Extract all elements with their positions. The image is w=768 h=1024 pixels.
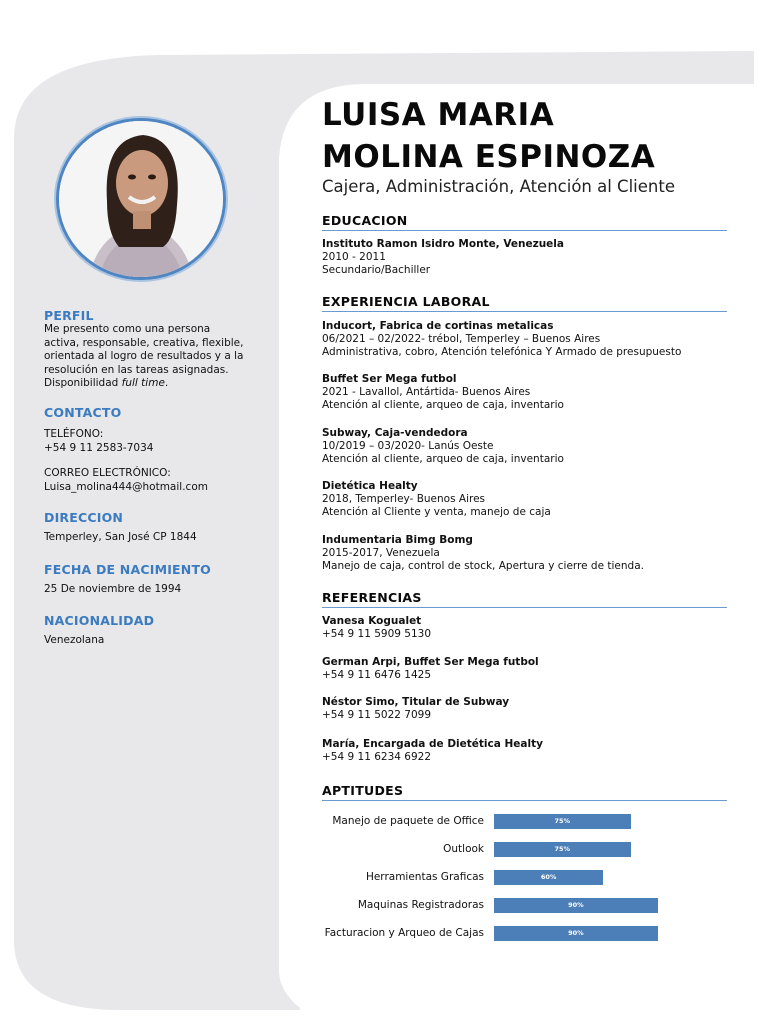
- skill-bar: [494, 898, 658, 913]
- reference-phone: +54 9 11 6234 6922: [322, 751, 431, 764]
- job-tasks: Manejo de caja, control de stock, Apertura y cierre de tienda.: [322, 560, 644, 573]
- skill-bar: [494, 926, 658, 941]
- direccion-value: Temperley, San José CP 1844: [44, 531, 197, 543]
- school-years: 2010 - 2011: [322, 251, 386, 264]
- job-company: Buffet Ser Mega futbol: [322, 373, 457, 385]
- reference-name: Vanesa Kogualet: [322, 615, 422, 627]
- job-period: 2021 - Lavallol, Antártida- Buenos Aires: [322, 386, 531, 399]
- job-period: 2015-2017, Venezuela: [322, 547, 440, 560]
- reference-entry: [322, 738, 742, 764]
- contacto-heading: CONTACTO: [44, 405, 122, 420]
- perfil-line: orientada al logro de resultados y a la: [44, 350, 244, 362]
- perfil-line: resolución en las tareas asignadas.: [44, 363, 229, 376]
- skill-bar-value-label: 75%: [554, 845, 571, 853]
- contacto-section: [44, 405, 274, 494]
- nacimiento-value: 25 De noviembre de 1994: [44, 583, 182, 595]
- nacionalidad-heading: NACIONALIDAD: [44, 613, 155, 628]
- aptitudes-heading: APTITUDES: [322, 783, 727, 801]
- skill-bar-value-label: 60%: [540, 873, 557, 881]
- nacimiento-heading: FECHA DE NACIMIENTO: [44, 562, 212, 577]
- skill-bar: [494, 814, 631, 829]
- direccion-heading: DIRECCION: [44, 510, 124, 525]
- job-tasks: Atención al cliente, arqueo de caja, inventario: [322, 453, 564, 466]
- perfil-section: [44, 308, 274, 391]
- reference-phone: +54 9 11 6476 1425: [322, 669, 431, 682]
- job-company: Dietética Healty: [322, 480, 418, 492]
- skill-label: Manejo de paquete de Office: [332, 815, 484, 827]
- job-company: Subway, Caja-vendedora: [322, 427, 468, 439]
- skill-bar-value-label: 90%: [568, 901, 584, 909]
- portrait-image: [59, 121, 223, 277]
- job-company: Indumentaria Bimg Bomg: [322, 534, 473, 546]
- job-tasks: Administrativa, cobro, Atención telefónica Y Armado de presupuesto: [322, 346, 682, 359]
- job-company: Inducort, Fabrica de cortinas metalicas: [322, 320, 554, 332]
- job-entry: [322, 534, 742, 574]
- nacionalidad-value: Venezolana: [44, 634, 105, 646]
- direccion-section: [44, 510, 274, 545]
- phone-value: +54 9 11 2583-7034: [44, 441, 154, 454]
- reference-phone: +54 9 11 5909 5130: [322, 628, 431, 641]
- educacion-entry: [322, 238, 742, 278]
- referencias-heading: REFERENCIAS: [322, 590, 727, 608]
- school-name: Instituto Ramon Isidro Monte, Venezuela: [322, 238, 564, 250]
- phone-label: TELÉFONO:: [44, 428, 104, 440]
- educacion-heading: EDUCACION: [322, 213, 727, 231]
- skill-label: Facturacion y Arqueo de Cajas: [324, 927, 484, 939]
- email-value: Luisa_molina444@hotmail.com: [44, 480, 208, 493]
- reference-entry: [322, 696, 742, 722]
- skill-label: Maquinas Registradoras: [357, 899, 484, 911]
- perfil-availability: Disponibilidad: [44, 377, 122, 389]
- perfil-heading: PERFIL: [44, 308, 94, 323]
- email-label: CORREO ELECTRÓNICO:: [44, 467, 171, 479]
- job-title: Cajera, Administración, Atención al Cliente: [322, 177, 675, 196]
- school-level: Secundario/Bachiller: [322, 264, 431, 277]
- job-entry: [322, 427, 742, 467]
- nacimiento-section: [44, 562, 274, 597]
- skill-bar-value-label: 90%: [568, 929, 584, 937]
- perfil-text: [44, 323, 264, 391]
- skills-chart: [322, 800, 727, 970]
- job-period: 06/2021 – 02/2022- trébol, Temperley – Buenos Aires: [322, 333, 601, 346]
- skill-bar: [494, 842, 631, 857]
- skill-label: Outlook: [443, 843, 484, 855]
- job-period: 2018, Temperley- Buenos Aires: [322, 493, 486, 506]
- experiencia-heading: EXPERIENCIA LABORAL: [322, 294, 727, 312]
- job-tasks: Atención al cliente, arqueo de caja, inventario: [322, 399, 564, 412]
- reference-phone: +54 9 11 5022 7099: [322, 709, 431, 722]
- job-tasks: Atención al Cliente y venta, manejo de caja: [322, 506, 551, 519]
- perfil-line: [44, 377, 264, 391]
- job-entry: [322, 320, 742, 360]
- reference-entry: [322, 615, 742, 641]
- job-entry: [322, 373, 742, 413]
- job-entry: [322, 480, 742, 520]
- profile-photo: [56, 118, 226, 280]
- perfil-fulltime: full time: [121, 377, 165, 389]
- perfil-line: Me presento como una persona: [44, 323, 211, 335]
- name-line-1: LUISA MARIA: [322, 97, 555, 133]
- name-line-2: MOLINA ESPINOZA: [322, 139, 656, 175]
- perfil-line: activa, responsable, creativa, flexible,: [44, 336, 244, 349]
- skill-bar: [494, 870, 603, 885]
- skill-label: Herramientas Graficas: [365, 871, 484, 883]
- perfil-period: .: [164, 377, 169, 389]
- reference-name: María, Encargada de Dietética Healty: [322, 738, 543, 750]
- job-period: 10/2019 – 03/2020- Lanús Oeste: [322, 440, 494, 453]
- reference-entry: [322, 656, 742, 682]
- reference-name: German Arpi, Buffet Ser Mega futbol: [322, 656, 539, 668]
- reference-name: Néstor Simo, Titular de Subway: [322, 696, 510, 708]
- nacionalidad-section: [44, 613, 274, 648]
- skill-bar-value-label: 75%: [554, 817, 571, 825]
